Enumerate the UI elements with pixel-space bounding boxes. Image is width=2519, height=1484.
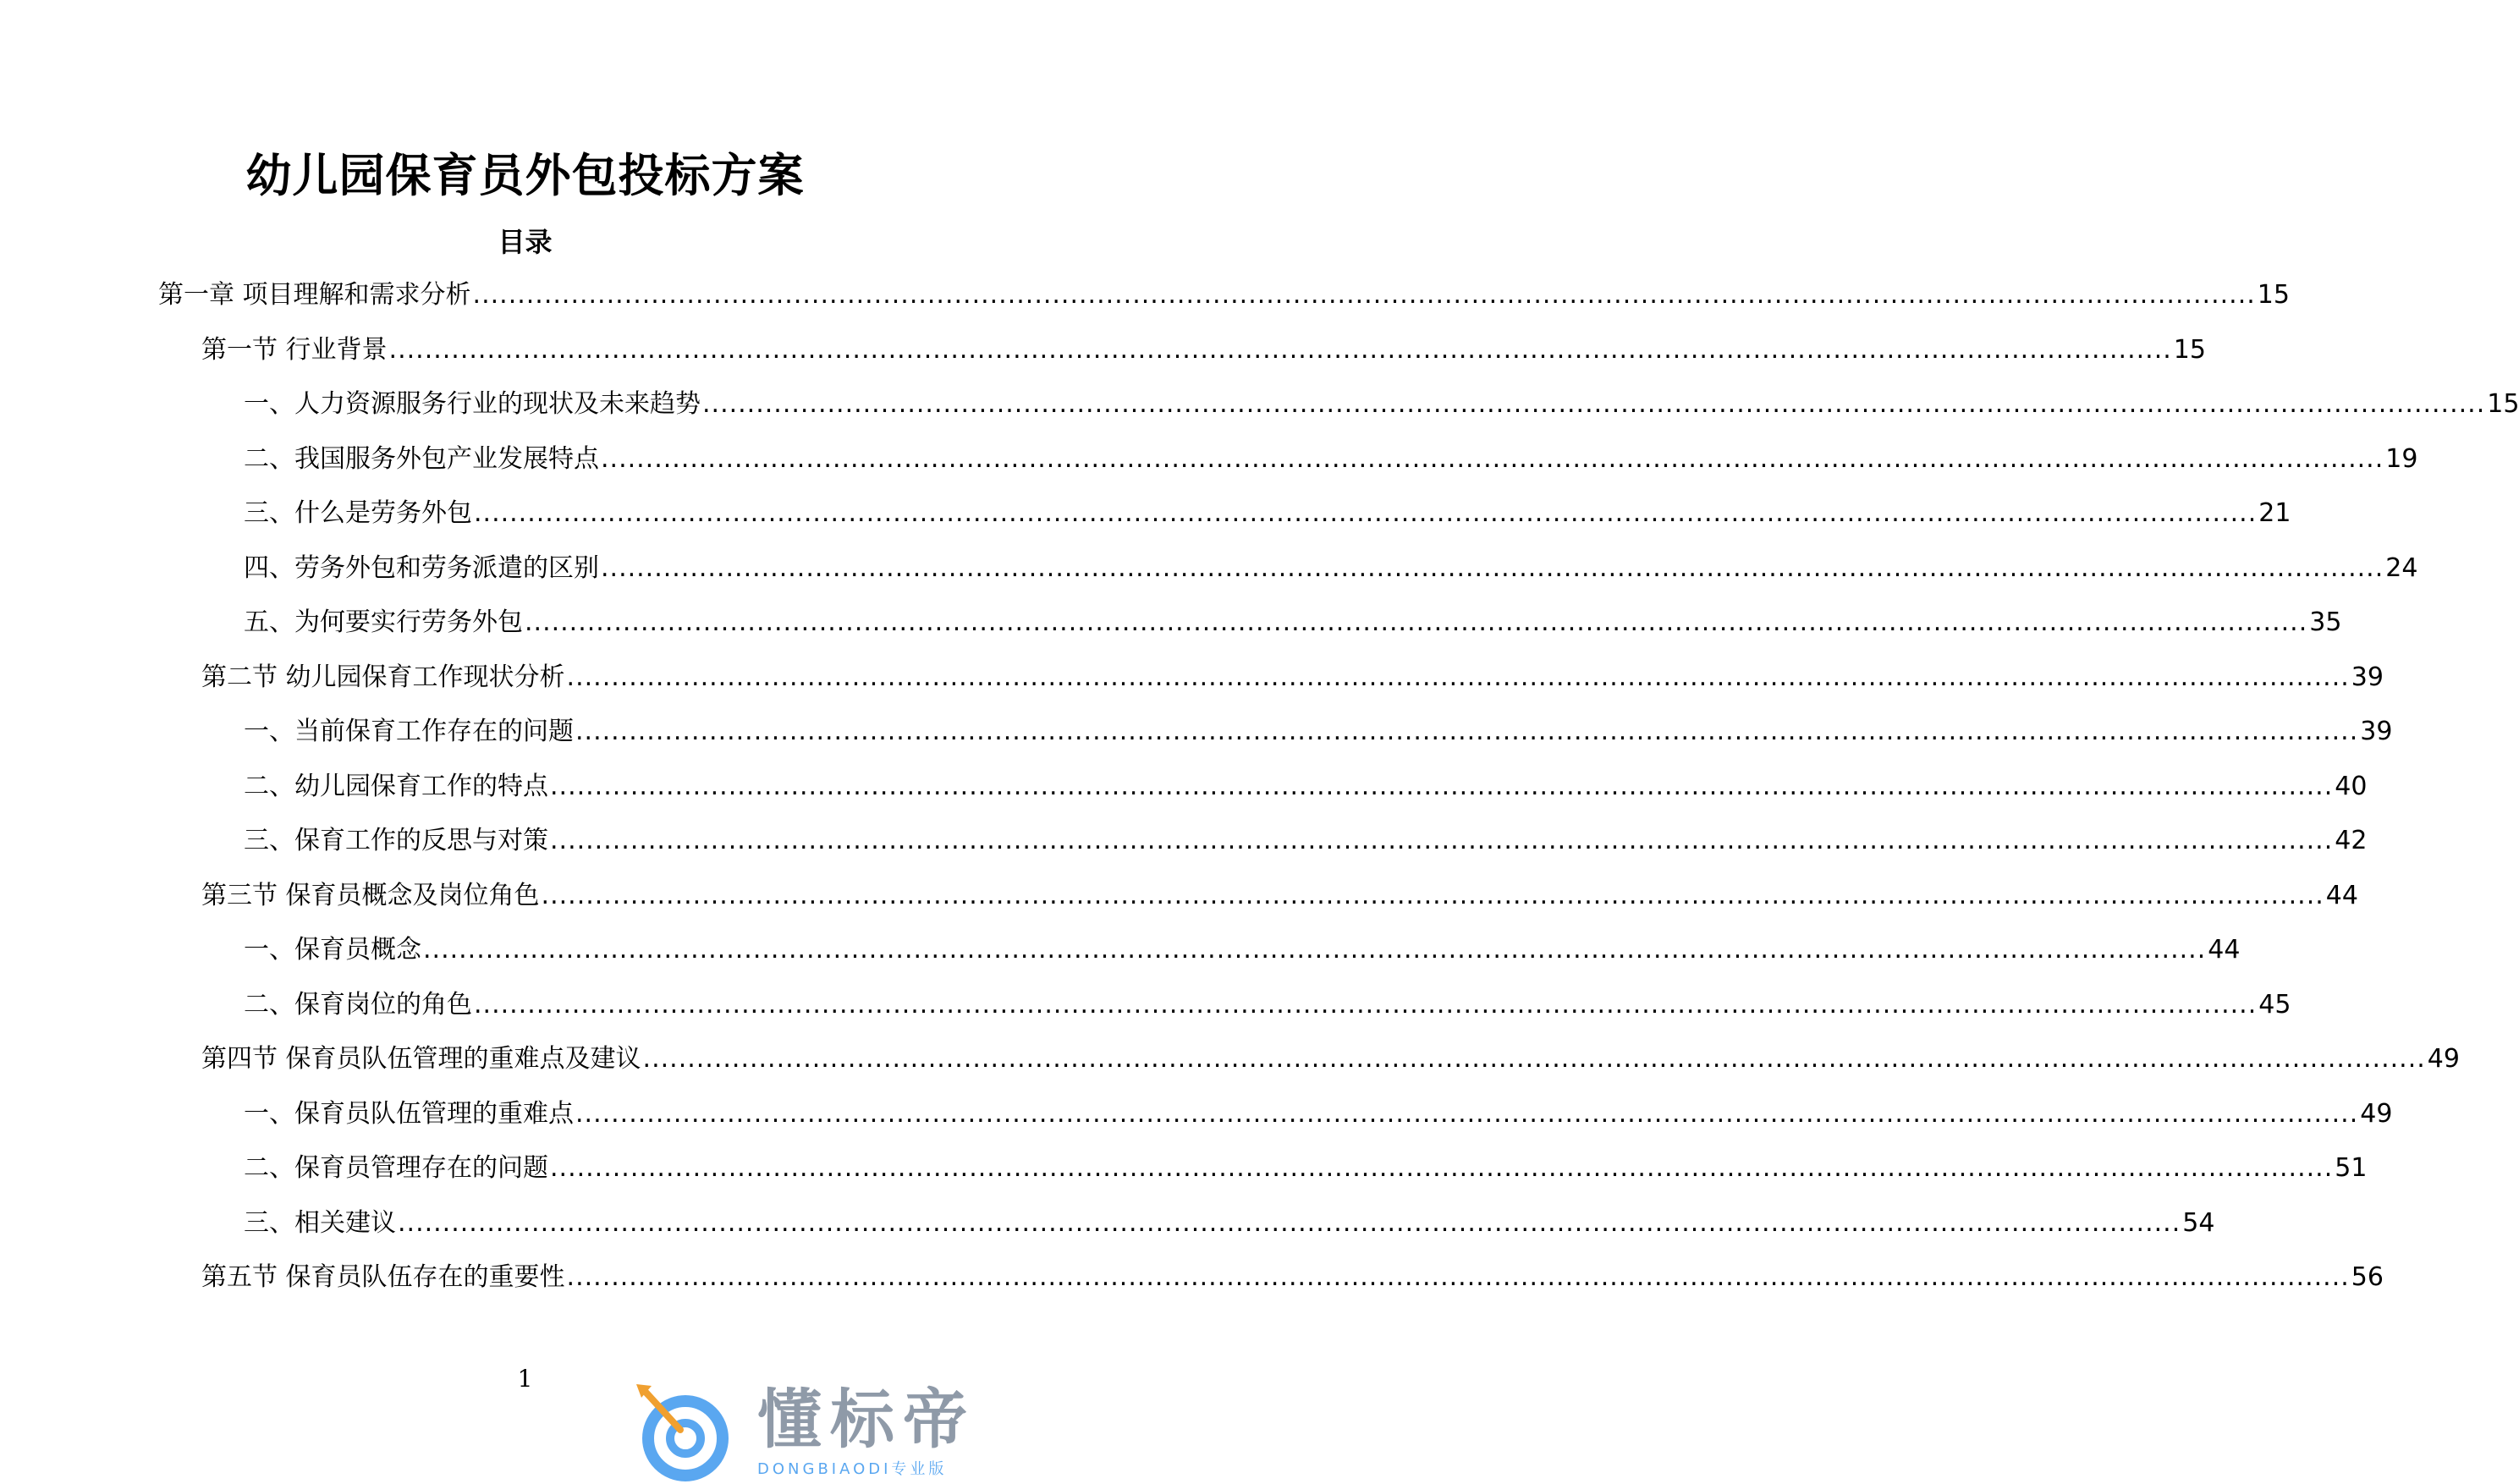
toc-entry-label: 第五节 保育员队伍存在的重要性 (201, 1262, 565, 1292)
toc-entry-label: 三、什么是劳务外包 (244, 498, 472, 528)
toc-entry-page: 56 (2351, 1262, 2384, 1292)
toc-leader-dots: ........................................................................................................................................................................................................ (398, 1207, 2181, 1238)
target-arrow-logo-icon (636, 1382, 738, 1482)
toc-entry[interactable] (244, 824, 2368, 858)
toc-entry-page: 40 (2335, 771, 2368, 801)
toc-entry[interactable] (201, 1261, 2384, 1294)
toc-leader-dots: ........................................................................................................................................................................................................ (388, 334, 2172, 365)
toc-entry[interactable] (244, 770, 2368, 804)
toc-entry[interactable] (244, 988, 2291, 1022)
toc-entry-page: 44 (2325, 880, 2358, 910)
toc-entry-page: 39 (2351, 662, 2384, 692)
toc-entry[interactable] (244, 933, 2241, 967)
toc-leader-dots: ........................................................................................................................................................................................................ (550, 1153, 2334, 1183)
toc-entry-page: 45 (2258, 989, 2291, 1020)
toc-entry-label: 第二节 幼儿园保育工作现状分析 (201, 662, 565, 692)
toc-entry[interactable] (244, 497, 2291, 530)
toc-leader-dots: ........................................................................................................................................................................................................ (566, 662, 2350, 692)
toc-entry[interactable] (244, 442, 2418, 476)
toc-entry-page: 49 (2427, 1044, 2460, 1074)
toc-entry[interactable] (244, 715, 2393, 749)
toc-entry-page: 44 (2208, 935, 2241, 965)
toc-leader-dots: ........................................................................................................................................................................................................ (566, 1262, 2350, 1292)
watermark-brand: 懂标帝 (757, 1382, 976, 1457)
toc-entry-label: 第三节 保育员概念及岗位角色 (201, 880, 540, 910)
toc-leader-dots: ........................................................................................................................................................................................................ (541, 880, 2324, 910)
toc-entry-label: 五、为何要实行劳务外包 (244, 607, 523, 637)
toc-heading: 目录 (498, 226, 553, 258)
page-number: 1 (517, 1365, 533, 1393)
toc-entry[interactable] (244, 1097, 2393, 1131)
toc-leader-dots: ........................................................................................................................................................................................................ (474, 989, 2258, 1020)
toc-entry[interactable] (201, 1042, 2460, 1076)
toc-entry-page: 49 (2360, 1098, 2393, 1129)
toc-entry[interactable] (244, 552, 2418, 585)
toc-entry-label: 二、幼儿园保育工作的特点 (244, 771, 548, 801)
toc-entry-label: 一、人力资源服务行业的现状及未来趋势 (244, 389, 701, 419)
toc-leader-dots: ........................................................................................................................................................................................................ (474, 498, 2258, 528)
toc-entry-page: 42 (2335, 826, 2368, 855)
toc-entry-page: 24 (2385, 552, 2418, 583)
toc-entry-label: 四、劳务外包和劳务派遣的区别 (244, 552, 599, 583)
toc-entry-label: 二、保育岗位的角色 (244, 989, 472, 1020)
toc-entry[interactable] (201, 879, 2358, 913)
document-title: 幼儿园保育员外包投标方案 (245, 149, 805, 202)
toc-leader-dots: ........................................................................................................................................................................................................ (472, 280, 2256, 310)
toc-leader-dots: ........................................................................................................................................................................................................ (550, 771, 2334, 801)
toc-entry-label: 第一节 行业背景 (201, 334, 388, 365)
toc-leader-dots: ........................................................................................................................................................................................................ (575, 1098, 2359, 1129)
toc-leader-dots: ........................................................................................................................................................................................................ (601, 552, 2384, 583)
toc-entry-label: 第四节 保育员队伍管理的重难点及建议 (201, 1044, 641, 1074)
toc-leader-dots: ........................................................................................................................................................................................................ (702, 389, 2486, 419)
toc-entry-page: 15 (2173, 334, 2206, 365)
toc-entry[interactable] (158, 278, 2290, 312)
toc-entry[interactable] (244, 1151, 2368, 1185)
toc-entry-label: 第一章 项目理解和需求分析 (158, 280, 471, 310)
toc-entry-label: 三、相关建议 (244, 1207, 396, 1238)
toc-entry-page: 21 (2258, 498, 2291, 528)
toc-entry-page: 19 (2385, 443, 2418, 474)
toc-entry[interactable] (201, 333, 2206, 367)
toc-entry[interactable] (244, 606, 2342, 640)
toc-entry-page: 15 (2257, 280, 2290, 310)
toc-entry[interactable] (244, 1206, 2215, 1240)
toc-entry-label: 一、保育员队伍管理的重难点 (244, 1098, 574, 1129)
toc-entry[interactable] (201, 661, 2384, 695)
toc-entry-label: 一、保育员概念 (244, 935, 421, 965)
toc-entry-label: 一、当前保育工作存在的问题 (244, 717, 574, 746)
toc-entry-label: 二、我国服务外包产业发展特点 (244, 443, 599, 474)
toc-entry-label: 二、保育员管理存在的问题 (244, 1153, 548, 1183)
toc-entry-page: 15 (2487, 389, 2519, 419)
toc-entry-page: 39 (2360, 717, 2393, 746)
toc-entry-page: 35 (2309, 607, 2342, 637)
toc-entry-label: 三、保育工作的反思与对策 (244, 826, 548, 855)
toc-leader-dots: ........................................................................................................................................................................................................ (423, 935, 2207, 965)
toc-leader-dots: ........................................................................................................................................................................................................ (601, 443, 2384, 474)
toc-entry[interactable] (244, 387, 2519, 421)
toc-leader-dots: ........................................................................................................................................................................................................ (642, 1044, 2426, 1074)
toc-leader-dots: ........................................................................................................................................................................................................ (525, 607, 2308, 637)
toc-leader-dots: ........................................................................................................................................................................................................ (550, 826, 2334, 855)
toc-entry-page: 54 (2182, 1207, 2215, 1238)
watermark-subtitle: DONGBIAODI专业版 (757, 1460, 948, 1478)
watermark (626, 1382, 1032, 1482)
toc-entry-page: 51 (2335, 1153, 2368, 1183)
toc-leader-dots: ........................................................................................................................................................................................................ (575, 717, 2359, 746)
